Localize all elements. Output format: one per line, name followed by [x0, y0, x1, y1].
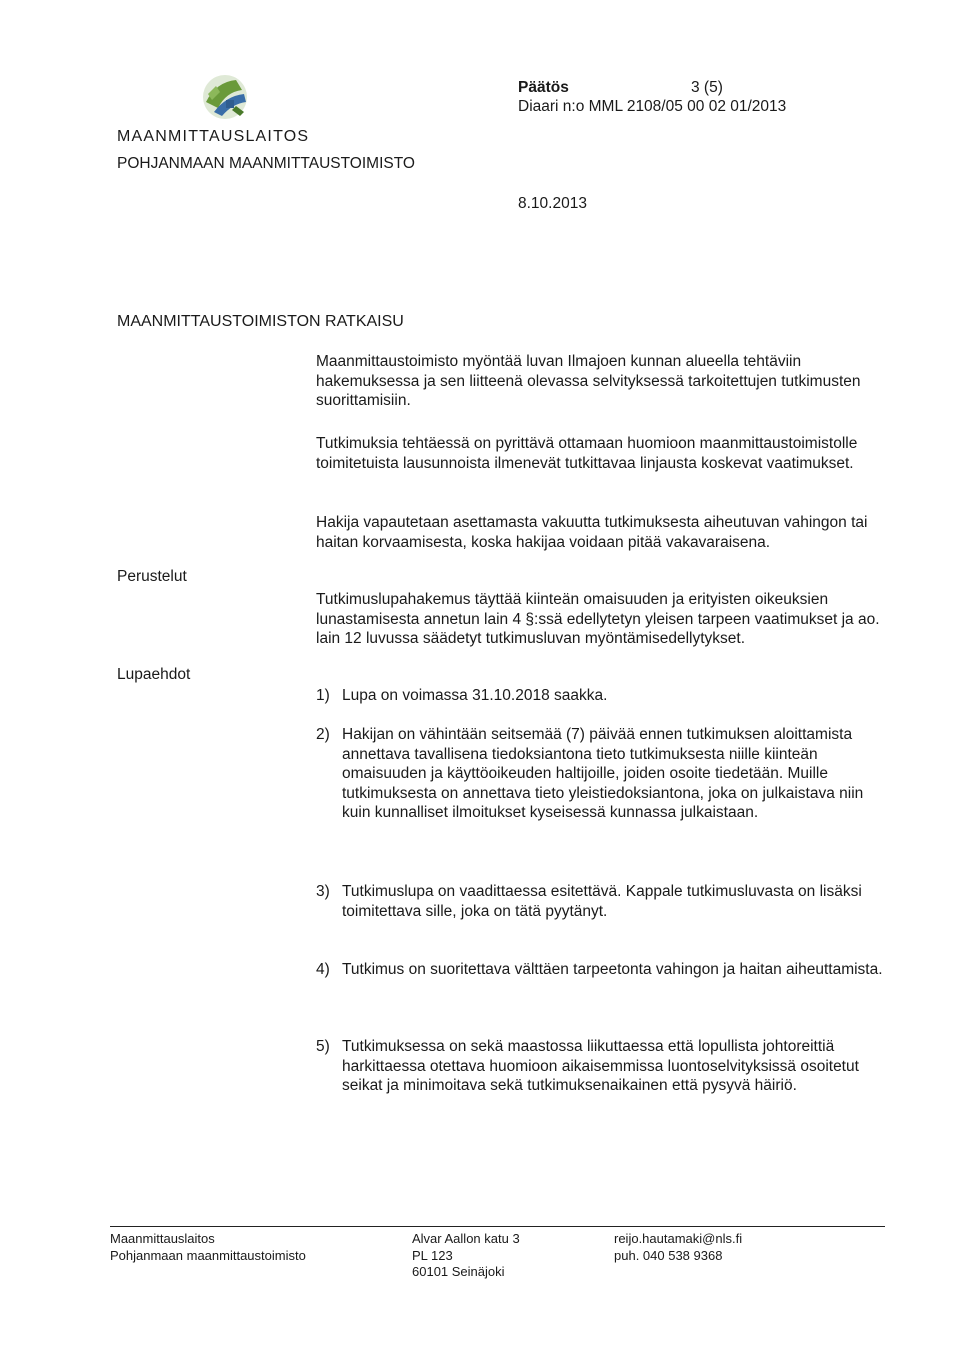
- condition-item-3: [316, 882, 891, 921]
- page-number: 3 (5): [691, 79, 723, 96]
- condition-item-5: [316, 1037, 891, 1096]
- perustelut-label: Perustelut: [117, 568, 187, 585]
- perustelut-text: Tutkimuslupahakemus täyttää kiinteän omaisuuden ja erityisten oikeuksien lunastamisesta annetun lain 4 §:ssä edellytetyn yleisen tarpeen vaatimukset ja ao. lain 12 luvussa säädetyt tutkimusluvan myöntämisedellytykset.: [316, 591, 880, 647]
- footer-street: Alvar Aallon katu 3: [412, 1231, 520, 1246]
- footer-organization: [110, 1231, 306, 1264]
- condition-text: Hakijan on vähintään seitsemää (7) päivää ennen tutkimuksen aloittamista annettava tavallisena tiedoksiantona tieto tutkimuksesta niille kiinteän omaisuuden ja käyttöoikeuden haltijoille, joiden osoite tiedetään. Muille tutkimuksesta on annettava tieto yleistiedoksiantona, joka on julkaistava niin kuin kunnalliset ilmoitukset kyseisessä kunnassa julkaistaan.: [342, 726, 864, 821]
- condition-number: 5): [316, 1038, 330, 1055]
- footer-org-name: Maanmittauslaitos: [110, 1231, 215, 1246]
- footer-address: [412, 1231, 520, 1281]
- decision-paragraph-1: Maanmittaustoimisto myöntää luvan Ilmajoen kunnan alueella tehtäviin hakemuksessa ja sen liitteenä olevassa selvityksessä tarkoitettujen tutkimusten suorittamisiin.: [316, 353, 861, 409]
- condition-item-2: [316, 725, 891, 823]
- footer-contact: [614, 1231, 742, 1264]
- document-type: Päätös: [518, 79, 569, 96]
- condition-number: 2): [316, 726, 330, 743]
- condition-item-4: [316, 960, 891, 980]
- condition-text: Tutkimuslupa on vaadittaessa esitettävä. Kappale tutkimusluvasta on lisäksi toimitettava sille, joka on tätä pyytänyt.: [342, 883, 862, 920]
- section-title: MAANMITTAUSTOIMISTON RATKAISU: [117, 313, 404, 330]
- footer-divider: [110, 1226, 885, 1227]
- condition-item-1: [316, 686, 891, 706]
- maanmittauslaitos-logo-icon: [196, 72, 254, 122]
- office-name: POHJANMAAN MAANMITTAUSTOIMISTO: [117, 155, 415, 172]
- decision-paragraph-3: Hakija vapautetaan asettamasta vakuutta tutkimuksesta aiheutuvan vahingon tai haitan korvaamisesta, koska hakijaa voidaan pitää vakavaraisena.: [316, 514, 868, 551]
- footer-phone: puh. 040 538 9368: [614, 1247, 723, 1263]
- lupaehdot-label: Lupaehdot: [117, 666, 191, 683]
- organization-name: MAANMITTAUSLAITOS: [117, 128, 310, 145]
- diary-number: Diaari n:o MML 2108/05 00 02 01/2013: [518, 98, 787, 115]
- condition-number: 1): [316, 687, 330, 704]
- footer-postal: 60101 Seinäjoki: [412, 1264, 505, 1279]
- footer-pobox: PL 123: [412, 1247, 453, 1263]
- condition-text: Tutkimuksessa on sekä maastossa liikuttaessa että lopullista johtoreittiä harkittaessa otettava huomioon aikaisemmissa luontoselvityksissä osoitetut seikat ja minimoitava sekä tutkimuksenaikainen että pysyvä häiriö.: [342, 1038, 859, 1094]
- condition-number: 4): [316, 961, 330, 978]
- condition-text: Lupa on voimassa 31.10.2018 saakka.: [342, 687, 608, 704]
- condition-number: 3): [316, 883, 330, 900]
- footer-office-name: Pohjanmaan maanmittaustoimisto: [110, 1247, 306, 1263]
- footer-email[interactable]: reijo.hautamaki@nls.fi: [614, 1231, 743, 1246]
- decision-paragraph-2: Tutkimuksia tehtäessä on pyrittävä ottamaan huomioon maanmittaustoimistolle toimitetuista lausunnoista ilmenevät tutkittavaa linjausta koskevat vaatimukset.: [316, 435, 858, 472]
- document-date: 8.10.2013: [518, 195, 587, 212]
- condition-text: Tutkimus on suoritettava välttäen tarpeetonta vahingon ja haitan aiheuttamista.: [342, 961, 883, 978]
